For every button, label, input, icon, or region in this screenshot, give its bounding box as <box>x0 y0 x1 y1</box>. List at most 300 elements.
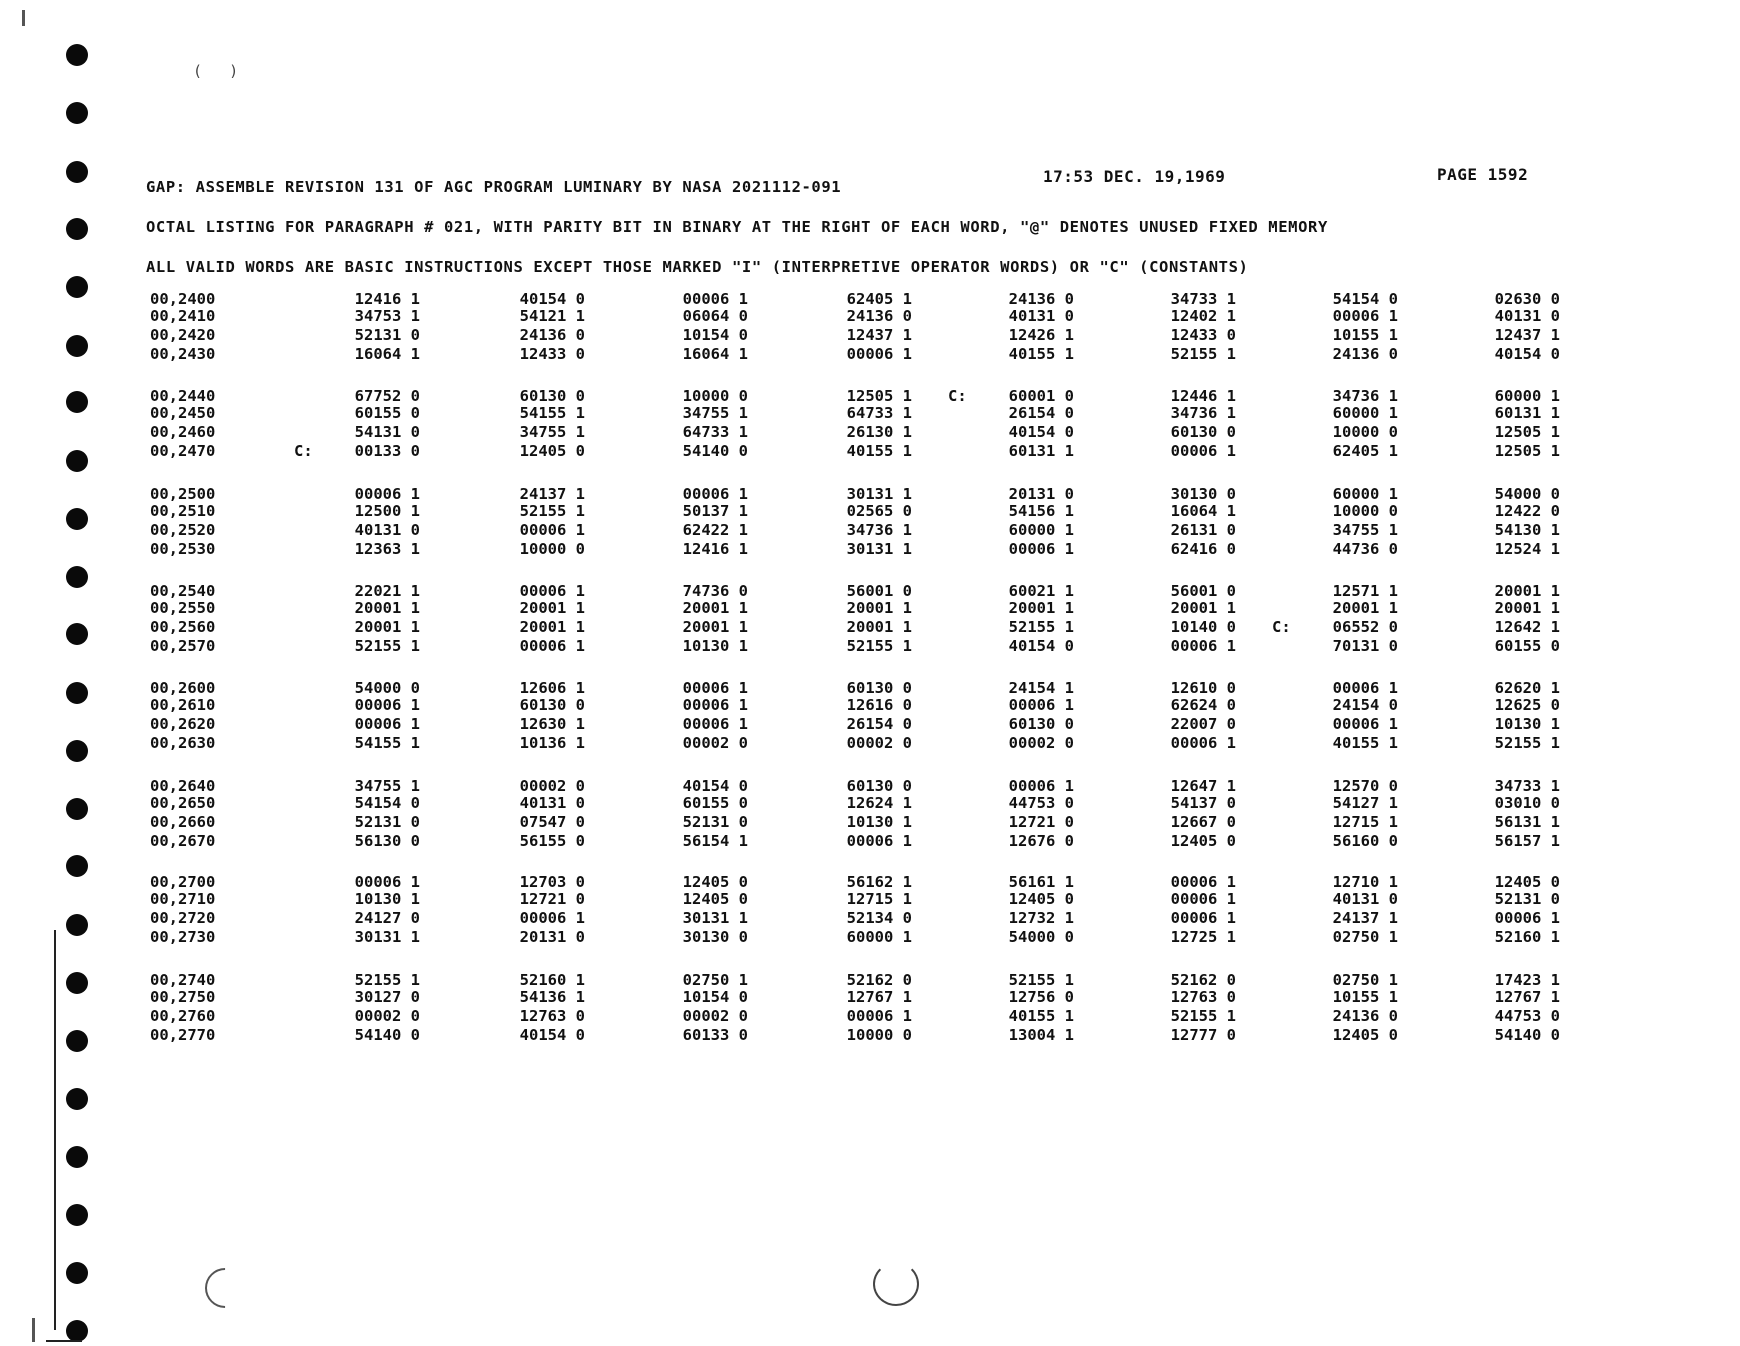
octal-word: 56160 0 <box>1332 832 1398 850</box>
octal-word: 40154 0 <box>519 1026 585 1044</box>
row-address: 00,2750 <box>150 988 216 1006</box>
octal-word: 40154 0 <box>519 290 585 308</box>
octal-word: 56155 0 <box>519 832 585 850</box>
octal-word: 00006 1 <box>1494 909 1560 927</box>
octal-word: 56162 1 <box>846 873 912 891</box>
octal-word: 00006 1 <box>846 832 912 850</box>
octal-word: 20001 1 <box>1170 599 1236 617</box>
row-address: 00,2730 <box>150 928 216 946</box>
octal-word: 60130 0 <box>519 387 585 405</box>
octal-word: 00006 1 <box>1170 637 1236 655</box>
octal-word: 12642 1 <box>1494 618 1560 636</box>
row-address: 00,2470 <box>150 442 216 460</box>
octal-word: 10154 0 <box>682 326 748 344</box>
octal-word: 52155 1 <box>1170 1007 1236 1025</box>
octal-word: 00002 0 <box>846 734 912 752</box>
octal-word: 10000 0 <box>682 387 748 405</box>
paper-mark <box>873 1262 919 1306</box>
octal-word: 56001 0 <box>1170 582 1236 600</box>
octal-word: 12610 0 <box>1170 679 1236 697</box>
octal-word: 54140 0 <box>1494 1026 1560 1044</box>
octal-word: 02750 1 <box>682 971 748 989</box>
octal-word: 54131 0 <box>354 423 420 441</box>
octal-word: 20001 1 <box>1494 599 1560 617</box>
row-address: 00,2600 <box>150 679 216 697</box>
octal-word: 00006 1 <box>682 485 748 503</box>
octal-word: 40131 0 <box>1008 307 1074 325</box>
octal-word: 34736 1 <box>1332 387 1398 405</box>
octal-word: 62422 1 <box>682 521 748 539</box>
octal-word: 06552 0 <box>1332 618 1398 636</box>
octal-word: 24136 0 <box>846 307 912 325</box>
octal-word: 12405 0 <box>1332 1026 1398 1044</box>
octal-word: 52131 0 <box>354 326 420 344</box>
octal-word: 60000 1 <box>1008 521 1074 539</box>
octal-word: 20131 0 <box>1008 485 1074 503</box>
octal-word: 12405 0 <box>1170 832 1236 850</box>
row-address: 00,2760 <box>150 1007 216 1025</box>
octal-word: 12676 0 <box>1008 832 1074 850</box>
octal-word: 12363 1 <box>354 540 420 558</box>
octal-word: 52155 1 <box>846 637 912 655</box>
octal-word: 54156 1 <box>1008 502 1074 520</box>
octal-word: 00006 1 <box>1332 679 1398 697</box>
octal-word: 00006 1 <box>1170 873 1236 891</box>
octal-word: 40154 0 <box>1008 423 1074 441</box>
feed-hole-icon <box>66 391 88 413</box>
row-address: 00,2420 <box>150 326 216 344</box>
octal-word: 22021 1 <box>354 582 420 600</box>
octal-word: 12433 0 <box>519 345 585 363</box>
octal-word: 00006 1 <box>682 290 748 308</box>
octal-word: 10154 0 <box>682 988 748 1006</box>
octal-word: 52134 0 <box>846 909 912 927</box>
octal-word: 54140 0 <box>354 1026 420 1044</box>
row-address: 00,2720 <box>150 909 216 927</box>
octal-word: 40155 1 <box>846 442 912 460</box>
octal-word: 60155 0 <box>682 794 748 812</box>
octal-word: 12715 1 <box>1332 813 1398 831</box>
octal-word: 00002 0 <box>1008 734 1074 752</box>
octal-word: 12703 0 <box>519 873 585 891</box>
corner-mark <box>32 1318 35 1342</box>
octal-word: 44736 0 <box>1332 540 1398 558</box>
octal-word: 12777 0 <box>1170 1026 1236 1044</box>
row-address: 00,2430 <box>150 345 216 363</box>
row-address: 00,2530 <box>150 540 216 558</box>
octal-word: 54136 1 <box>519 988 585 1006</box>
octal-word: 12405 0 <box>682 873 748 891</box>
octal-word: 12606 1 <box>519 679 585 697</box>
octal-word: 52162 0 <box>1170 971 1236 989</box>
octal-word: 12500 1 <box>354 502 420 520</box>
octal-word: 30130 0 <box>682 928 748 946</box>
row-address: 00,2610 <box>150 696 216 714</box>
octal-word: 54000 0 <box>354 679 420 697</box>
margin-rule <box>54 930 56 1330</box>
octal-word: 60130 0 <box>846 679 912 697</box>
octal-word: 20001 1 <box>519 599 585 617</box>
octal-word: 34736 1 <box>1170 404 1236 422</box>
octal-word: 50137 1 <box>682 502 748 520</box>
octal-word: 52155 1 <box>354 637 420 655</box>
octal-word: 24154 1 <box>1008 679 1074 697</box>
octal-word: 56154 1 <box>682 832 748 850</box>
octal-word: 10000 0 <box>519 540 585 558</box>
octal-word: 34755 1 <box>519 423 585 441</box>
octal-word: 06064 0 <box>682 307 748 325</box>
octal-word: 10130 1 <box>354 890 420 908</box>
header-title: GAP: ASSEMBLE REVISION 131 OF AGC PROGRAM LUMINARY BY NASA 2021112-091 <box>146 178 842 196</box>
octal-word: 10130 1 <box>1494 715 1560 733</box>
octal-word: 40155 1 <box>1332 734 1398 752</box>
octal-word: 12624 1 <box>846 794 912 812</box>
octal-word: 00006 1 <box>354 873 420 891</box>
octal-word: 20001 1 <box>1332 599 1398 617</box>
feed-hole-icon <box>66 855 88 877</box>
octal-word: 40154 0 <box>682 777 748 795</box>
octal-word: 00006 1 <box>519 637 585 655</box>
octal-word: 10000 0 <box>1332 502 1398 520</box>
octal-word: 00006 1 <box>682 696 748 714</box>
octal-word: 22007 0 <box>1170 715 1236 733</box>
octal-word: 12416 1 <box>682 540 748 558</box>
octal-word: 24136 0 <box>1332 1007 1398 1025</box>
octal-word: 12715 1 <box>846 890 912 908</box>
octal-word: 00006 1 <box>519 909 585 927</box>
octal-word: 12667 0 <box>1170 813 1236 831</box>
feed-hole-icon <box>66 1088 88 1110</box>
octal-word: 00133 0 <box>354 442 420 460</box>
corner-mark <box>22 10 25 26</box>
row-address: 00,2540 <box>150 582 216 600</box>
feed-hole-icon <box>66 335 88 357</box>
octal-word: 12446 1 <box>1170 387 1236 405</box>
octal-word: 24127 0 <box>354 909 420 927</box>
octal-word: 12647 1 <box>1170 777 1236 795</box>
octal-word: 40131 0 <box>1494 307 1560 325</box>
octal-word: 34755 1 <box>1332 521 1398 539</box>
feed-hole-icon <box>66 972 88 994</box>
octal-word: 40154 0 <box>1494 345 1560 363</box>
octal-word: 54140 0 <box>682 442 748 460</box>
octal-word: 60130 0 <box>1170 423 1236 441</box>
octal-word: 12524 1 <box>1494 540 1560 558</box>
octal-word: 12630 1 <box>519 715 585 733</box>
octal-word: 60000 1 <box>1332 485 1398 503</box>
constant-marker: C: <box>948 387 967 405</box>
octal-word: 10000 0 <box>1332 423 1398 441</box>
octal-word: 24136 0 <box>519 326 585 344</box>
octal-word: 00006 1 <box>1008 777 1074 795</box>
octal-word: 54127 1 <box>1332 794 1398 812</box>
octal-word: 34755 1 <box>354 777 420 795</box>
octal-word: 54000 0 <box>1494 485 1560 503</box>
octal-word: 10130 1 <box>846 813 912 831</box>
octal-word: 60130 0 <box>1008 715 1074 733</box>
octal-word: 00006 1 <box>846 345 912 363</box>
octal-word: 30130 0 <box>1170 485 1236 503</box>
octal-word: 12732 1 <box>1008 909 1074 927</box>
octal-word: 54154 0 <box>354 794 420 812</box>
octal-word: 00006 1 <box>1170 909 1236 927</box>
octal-word: 12570 0 <box>1332 777 1398 795</box>
octal-word: 12710 1 <box>1332 873 1398 891</box>
octal-word: 13004 1 <box>1008 1026 1074 1044</box>
feed-hole-icon <box>66 1146 88 1168</box>
row-address: 00,2450 <box>150 404 216 422</box>
feed-hole-icon <box>66 450 88 472</box>
octal-word: 00006 1 <box>1008 696 1074 714</box>
octal-word: 24137 1 <box>519 485 585 503</box>
octal-word: 40155 1 <box>1008 345 1074 363</box>
octal-word: 56001 0 <box>846 582 912 600</box>
octal-word: 30131 1 <box>846 540 912 558</box>
octal-word: 62624 0 <box>1170 696 1236 714</box>
octal-word: 16064 1 <box>682 345 748 363</box>
octal-word: 62416 0 <box>1170 540 1236 558</box>
octal-word: 20001 1 <box>519 618 585 636</box>
octal-word: 12756 0 <box>1008 988 1074 1006</box>
octal-word: 54137 0 <box>1170 794 1236 812</box>
octal-word: 12763 0 <box>1170 988 1236 1006</box>
octal-word: 60130 0 <box>519 696 585 714</box>
octal-word: 34755 1 <box>682 404 748 422</box>
octal-word: 20001 1 <box>846 599 912 617</box>
octal-word: 12433 0 <box>1170 326 1236 344</box>
feed-hole-icon <box>66 566 88 588</box>
row-address: 00,2510 <box>150 502 216 520</box>
octal-word: 00006 1 <box>682 679 748 697</box>
octal-word: 26154 0 <box>846 715 912 733</box>
row-address: 00,2650 <box>150 794 216 812</box>
octal-word: 44753 0 <box>1008 794 1074 812</box>
octal-word: 54121 1 <box>519 307 585 325</box>
octal-word: 10130 1 <box>682 637 748 655</box>
feed-hole-icon <box>66 798 88 820</box>
feed-hole-icon <box>66 623 88 645</box>
octal-word: 54000 0 <box>1008 928 1074 946</box>
octal-word: 16064 1 <box>1170 502 1236 520</box>
octal-word: 16064 1 <box>354 345 420 363</box>
octal-word: 52131 0 <box>682 813 748 831</box>
header-page-number: PAGE 1592 <box>1437 165 1529 184</box>
octal-word: 10136 1 <box>519 734 585 752</box>
feed-hole-icon <box>66 1030 88 1052</box>
feed-hole-icon <box>66 682 88 704</box>
octal-word: 10155 1 <box>1332 326 1398 344</box>
octal-word: 02750 1 <box>1332 971 1398 989</box>
octal-word: 60155 0 <box>1494 637 1560 655</box>
octal-word: 00006 1 <box>1170 734 1236 752</box>
octal-word: 12426 1 <box>1008 326 1074 344</box>
octal-word: 26130 1 <box>846 423 912 441</box>
octal-word: 52162 0 <box>846 971 912 989</box>
row-address: 00,2670 <box>150 832 216 850</box>
octal-word: 00006 1 <box>354 715 420 733</box>
feed-hole-icon <box>66 102 88 124</box>
octal-word: 30127 0 <box>354 988 420 1006</box>
row-address: 00,2640 <box>150 777 216 795</box>
octal-word: 52155 1 <box>354 971 420 989</box>
octal-word: 20001 1 <box>846 618 912 636</box>
octal-word: 00006 1 <box>1332 715 1398 733</box>
octal-word: 60000 1 <box>1332 404 1398 422</box>
feed-hole-icon <box>66 44 88 66</box>
octal-word: 20001 1 <box>682 618 748 636</box>
octal-word: 60131 1 <box>1494 404 1560 422</box>
octal-word: 02630 0 <box>1494 290 1560 308</box>
row-address: 00,2700 <box>150 873 216 891</box>
octal-word: 40131 0 <box>1332 890 1398 908</box>
row-address: 00,2620 <box>150 715 216 733</box>
octal-word: 56130 0 <box>354 832 420 850</box>
octal-word: 34736 1 <box>846 521 912 539</box>
octal-word: 70131 0 <box>1332 637 1398 655</box>
octal-word: 60155 0 <box>354 404 420 422</box>
octal-word: 62620 1 <box>1494 679 1560 697</box>
octal-word: 62405 1 <box>1332 442 1398 460</box>
octal-word: 10140 0 <box>1170 618 1236 636</box>
octal-word: 20001 1 <box>354 599 420 617</box>
row-address: 00,2770 <box>150 1026 216 1044</box>
octal-word: 00002 0 <box>682 1007 748 1025</box>
feed-hole-icon <box>66 1320 88 1342</box>
octal-word: 12721 0 <box>519 890 585 908</box>
octal-word: 52131 0 <box>354 813 420 831</box>
octal-word: 52155 1 <box>1170 345 1236 363</box>
octal-word: 40154 0 <box>1008 637 1074 655</box>
octal-word: 17423 1 <box>1494 971 1560 989</box>
octal-word: 24136 0 <box>1008 290 1074 308</box>
octal-word: 00002 0 <box>519 777 585 795</box>
octal-word: 00002 0 <box>354 1007 420 1025</box>
octal-word: 12505 1 <box>1494 423 1560 441</box>
octal-word: 20001 1 <box>1008 599 1074 617</box>
corner-tick <box>46 1340 82 1342</box>
row-address: 00,2520 <box>150 521 216 539</box>
octal-word: 12725 1 <box>1170 928 1236 946</box>
row-address: 00,2710 <box>150 890 216 908</box>
octal-word: 26154 0 <box>1008 404 1074 422</box>
row-address: 00,2400 <box>150 290 216 308</box>
octal-word: 10155 1 <box>1332 988 1398 1006</box>
octal-word: 44753 0 <box>1494 1007 1560 1025</box>
header-description: OCTAL LISTING FOR PARAGRAPH # 021, WITH PARITY BIT IN BINARY AT THE RIGHT OF EACH WORD, "@" DENOTES UNUSED FIXED MEMORY <box>146 218 1328 236</box>
row-address: 00,2500 <box>150 485 216 503</box>
octal-word: 12402 1 <box>1170 307 1236 325</box>
octal-word: 60000 1 <box>846 928 912 946</box>
octal-word: 12616 0 <box>846 696 912 714</box>
octal-word: 00006 1 <box>1170 890 1236 908</box>
octal-word: 00006 1 <box>519 582 585 600</box>
row-address: 00,2460 <box>150 423 216 441</box>
octal-word: 12416 1 <box>354 290 420 308</box>
row-address: 00,2440 <box>150 387 216 405</box>
octal-word: 12721 0 <box>1008 813 1074 831</box>
octal-word: 24136 0 <box>1332 345 1398 363</box>
octal-word: 54130 1 <box>1494 521 1560 539</box>
octal-word: 52160 1 <box>519 971 585 989</box>
row-address: 00,2570 <box>150 637 216 655</box>
octal-word: 24154 0 <box>1332 696 1398 714</box>
octal-word: 54155 1 <box>519 404 585 422</box>
row-address: 00,2630 <box>150 734 216 752</box>
octal-word: 12767 1 <box>1494 988 1560 1006</box>
octal-word: 60130 0 <box>846 777 912 795</box>
octal-word: 60001 0 <box>1008 387 1074 405</box>
feed-hole-icon <box>66 218 88 240</box>
octal-word: 34733 1 <box>1494 777 1560 795</box>
octal-word: 00006 1 <box>1170 442 1236 460</box>
octal-word: 00006 1 <box>354 696 420 714</box>
feed-hole-icon <box>66 1262 88 1284</box>
feed-hole-icon <box>66 276 88 298</box>
octal-word: 34753 1 <box>354 307 420 325</box>
octal-word: 60021 1 <box>1008 582 1074 600</box>
octal-word: 03010 0 <box>1494 794 1560 812</box>
row-address: 00,2550 <box>150 599 216 617</box>
octal-word: 00002 0 <box>682 734 748 752</box>
octal-word: 52160 1 <box>1494 928 1560 946</box>
octal-word: 20001 1 <box>354 618 420 636</box>
octal-word: 00006 1 <box>354 485 420 503</box>
octal-word: 12767 1 <box>846 988 912 1006</box>
constant-marker: C: <box>1272 618 1291 636</box>
octal-word: 62405 1 <box>846 290 912 308</box>
octal-word: 07547 0 <box>519 813 585 831</box>
octal-word: 00006 1 <box>682 715 748 733</box>
octal-word: 12422 0 <box>1494 502 1560 520</box>
octal-word: 56131 1 <box>1494 813 1560 831</box>
octal-word: 64733 1 <box>846 404 912 422</box>
header-legend: ALL VALID WORDS ARE BASIC INSTRUCTIONS EXCEPT THOSE MARKED "I" (INTERPRETIVE OPERATOR WORDS) OR "C" (CONSTANTS) <box>146 258 1249 276</box>
octal-word: 12405 0 <box>1494 873 1560 891</box>
octal-word: 00006 1 <box>1332 307 1398 325</box>
feed-hole-icon <box>66 1204 88 1226</box>
octal-word: 12437 1 <box>1494 326 1560 344</box>
octal-word: 60133 0 <box>682 1026 748 1044</box>
octal-word: 52155 1 <box>519 502 585 520</box>
octal-word: 12505 1 <box>846 387 912 405</box>
row-address: 00,2560 <box>150 618 216 636</box>
feed-hole-icon <box>66 508 88 530</box>
octal-word: 12405 0 <box>1008 890 1074 908</box>
octal-word: 12405 0 <box>519 442 585 460</box>
feed-hole-icon <box>66 161 88 183</box>
octal-word: 52155 1 <box>1494 734 1560 752</box>
paper-mark <box>197 1260 254 1317</box>
octal-word: 02565 0 <box>846 502 912 520</box>
octal-word: 40131 0 <box>519 794 585 812</box>
octal-word: 12625 0 <box>1494 696 1560 714</box>
octal-word: 60131 1 <box>1008 442 1074 460</box>
octal-word: 00006 1 <box>519 521 585 539</box>
octal-word: 20001 1 <box>1494 582 1560 600</box>
stray-mark: ( ) <box>193 62 239 80</box>
feed-hole-icon <box>66 914 88 936</box>
octal-word: 34733 1 <box>1170 290 1236 308</box>
octal-word: 20001 1 <box>682 599 748 617</box>
header-timestamp: 17:53 DEC. 19,1969 <box>1043 167 1226 186</box>
constant-marker: C: <box>294 442 313 460</box>
octal-word: 12405 0 <box>682 890 748 908</box>
octal-word: 00006 1 <box>1008 540 1074 558</box>
octal-word: 20131 0 <box>519 928 585 946</box>
tractor-feed-holes <box>66 40 92 1340</box>
octal-word: 12763 0 <box>519 1007 585 1025</box>
octal-word: 60000 1 <box>1494 387 1560 405</box>
